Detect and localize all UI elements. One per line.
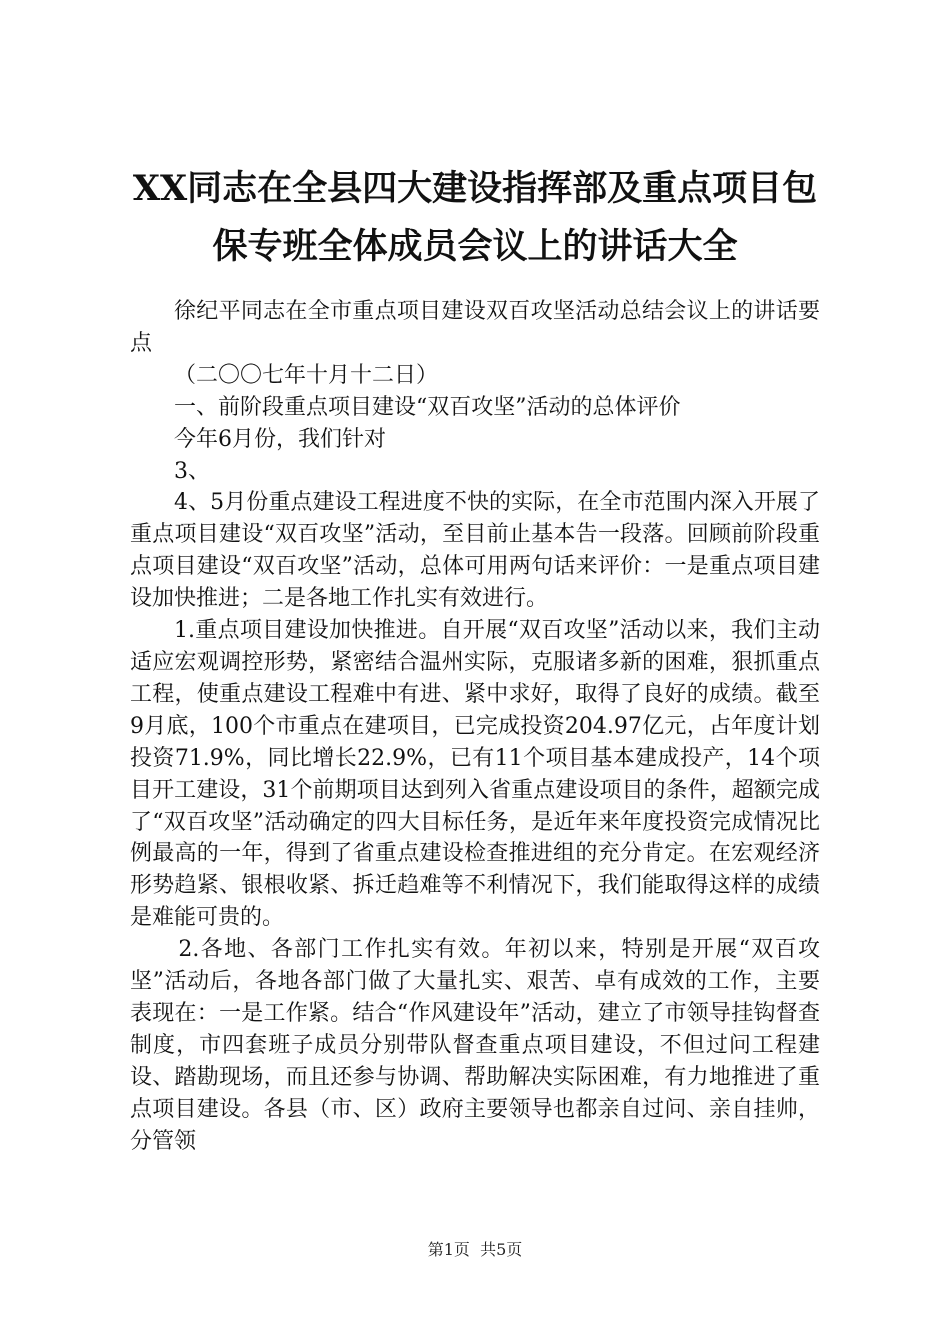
paragraph-june: 今年6月份，我们针对 (174, 426, 386, 452)
paragraph-heading-intro: 徐纪平同志在全市重点项目建设双百攻坚活动总结会议上的讲话要点 (130, 299, 820, 356)
paragraph-date: （二〇〇七年十月十二日） (174, 362, 439, 388)
footer-spacer (470, 1240, 480, 1259)
document-title-line-1: XX同志在全县四大建设指挥部及重点项目包 (132, 168, 818, 209)
paragraph-three: 3、 (174, 458, 210, 484)
paragraph-overview: 4、5月份重点建设工程进度不快的实际，在全市范围内深入开展了重点项目建设“双百攻坚”活动，至目前止基本告一段落。回顾前阶段重点项目建设“双百攻坚”活动，总体可用两句话来评价：一是重点项目建设加快推进；二是各地工作扎实有效进行。 (130, 490, 820, 612)
document-body (130, 296, 820, 1157)
document-title-line-2: 保专班全体成员会议上的讲话大全 (212, 226, 738, 267)
paragraph-section-one-heading: 一、前阶段重点项目建设“双百攻坚”活动的总体评价 (174, 394, 681, 420)
page-number-label: 第1页 (427, 1240, 470, 1259)
page-total-label: 共5页 (480, 1240, 523, 1259)
page-footer (0, 1240, 950, 1260)
paragraph-point-one: 1.重点项目建设加快推进。自开展“双百攻坚”活动以来，我们主动适应宏观调控形势，紧密结合温州实际，克服诸多新的困难，狠抓重点工程，使重点建设工程难中有进、紧中求好，取得了良好的成绩。截至9月底，100个市重点在建项目，已完成投资204.97亿元，占年度计划投资71.9%，同比增长22.9%，已有11个项目基本建成投产，14个项目开工建设，31个前期项目达到列入省重点建设项目的条件，超额完成了“双百攻坚”活动确定的四大目标任务，是近年来年度投资完成情况比例最高的一年，得到了省重点建设检查推进组的充分肯定。在宏观经济形势趋紧、银根收紧、拆迁趋难等不利情况下，我们能取得这样的成绩是难能可贵的。 (130, 618, 820, 931)
paragraph-point-two: 2.各地、各部门工作扎实有效。年初以来，特别是开展“双百攻坚”活动后，各地各部门做了大量扎实、艰苦、卓有成效的工作，主要表现在：一是工作紧。结合“作风建设年”活动，建立了市领导挂钩督查制度，市四套班子成员分别带队督查重点项目建设，不但过问工程建设、踏勘现场，而且还参与协调、帮助解决实际困难，有力地推进了重点项目建设。各县（市、区）政府主要领导也都亲自过问、亲自挂帅，分管领 (130, 937, 820, 1154)
